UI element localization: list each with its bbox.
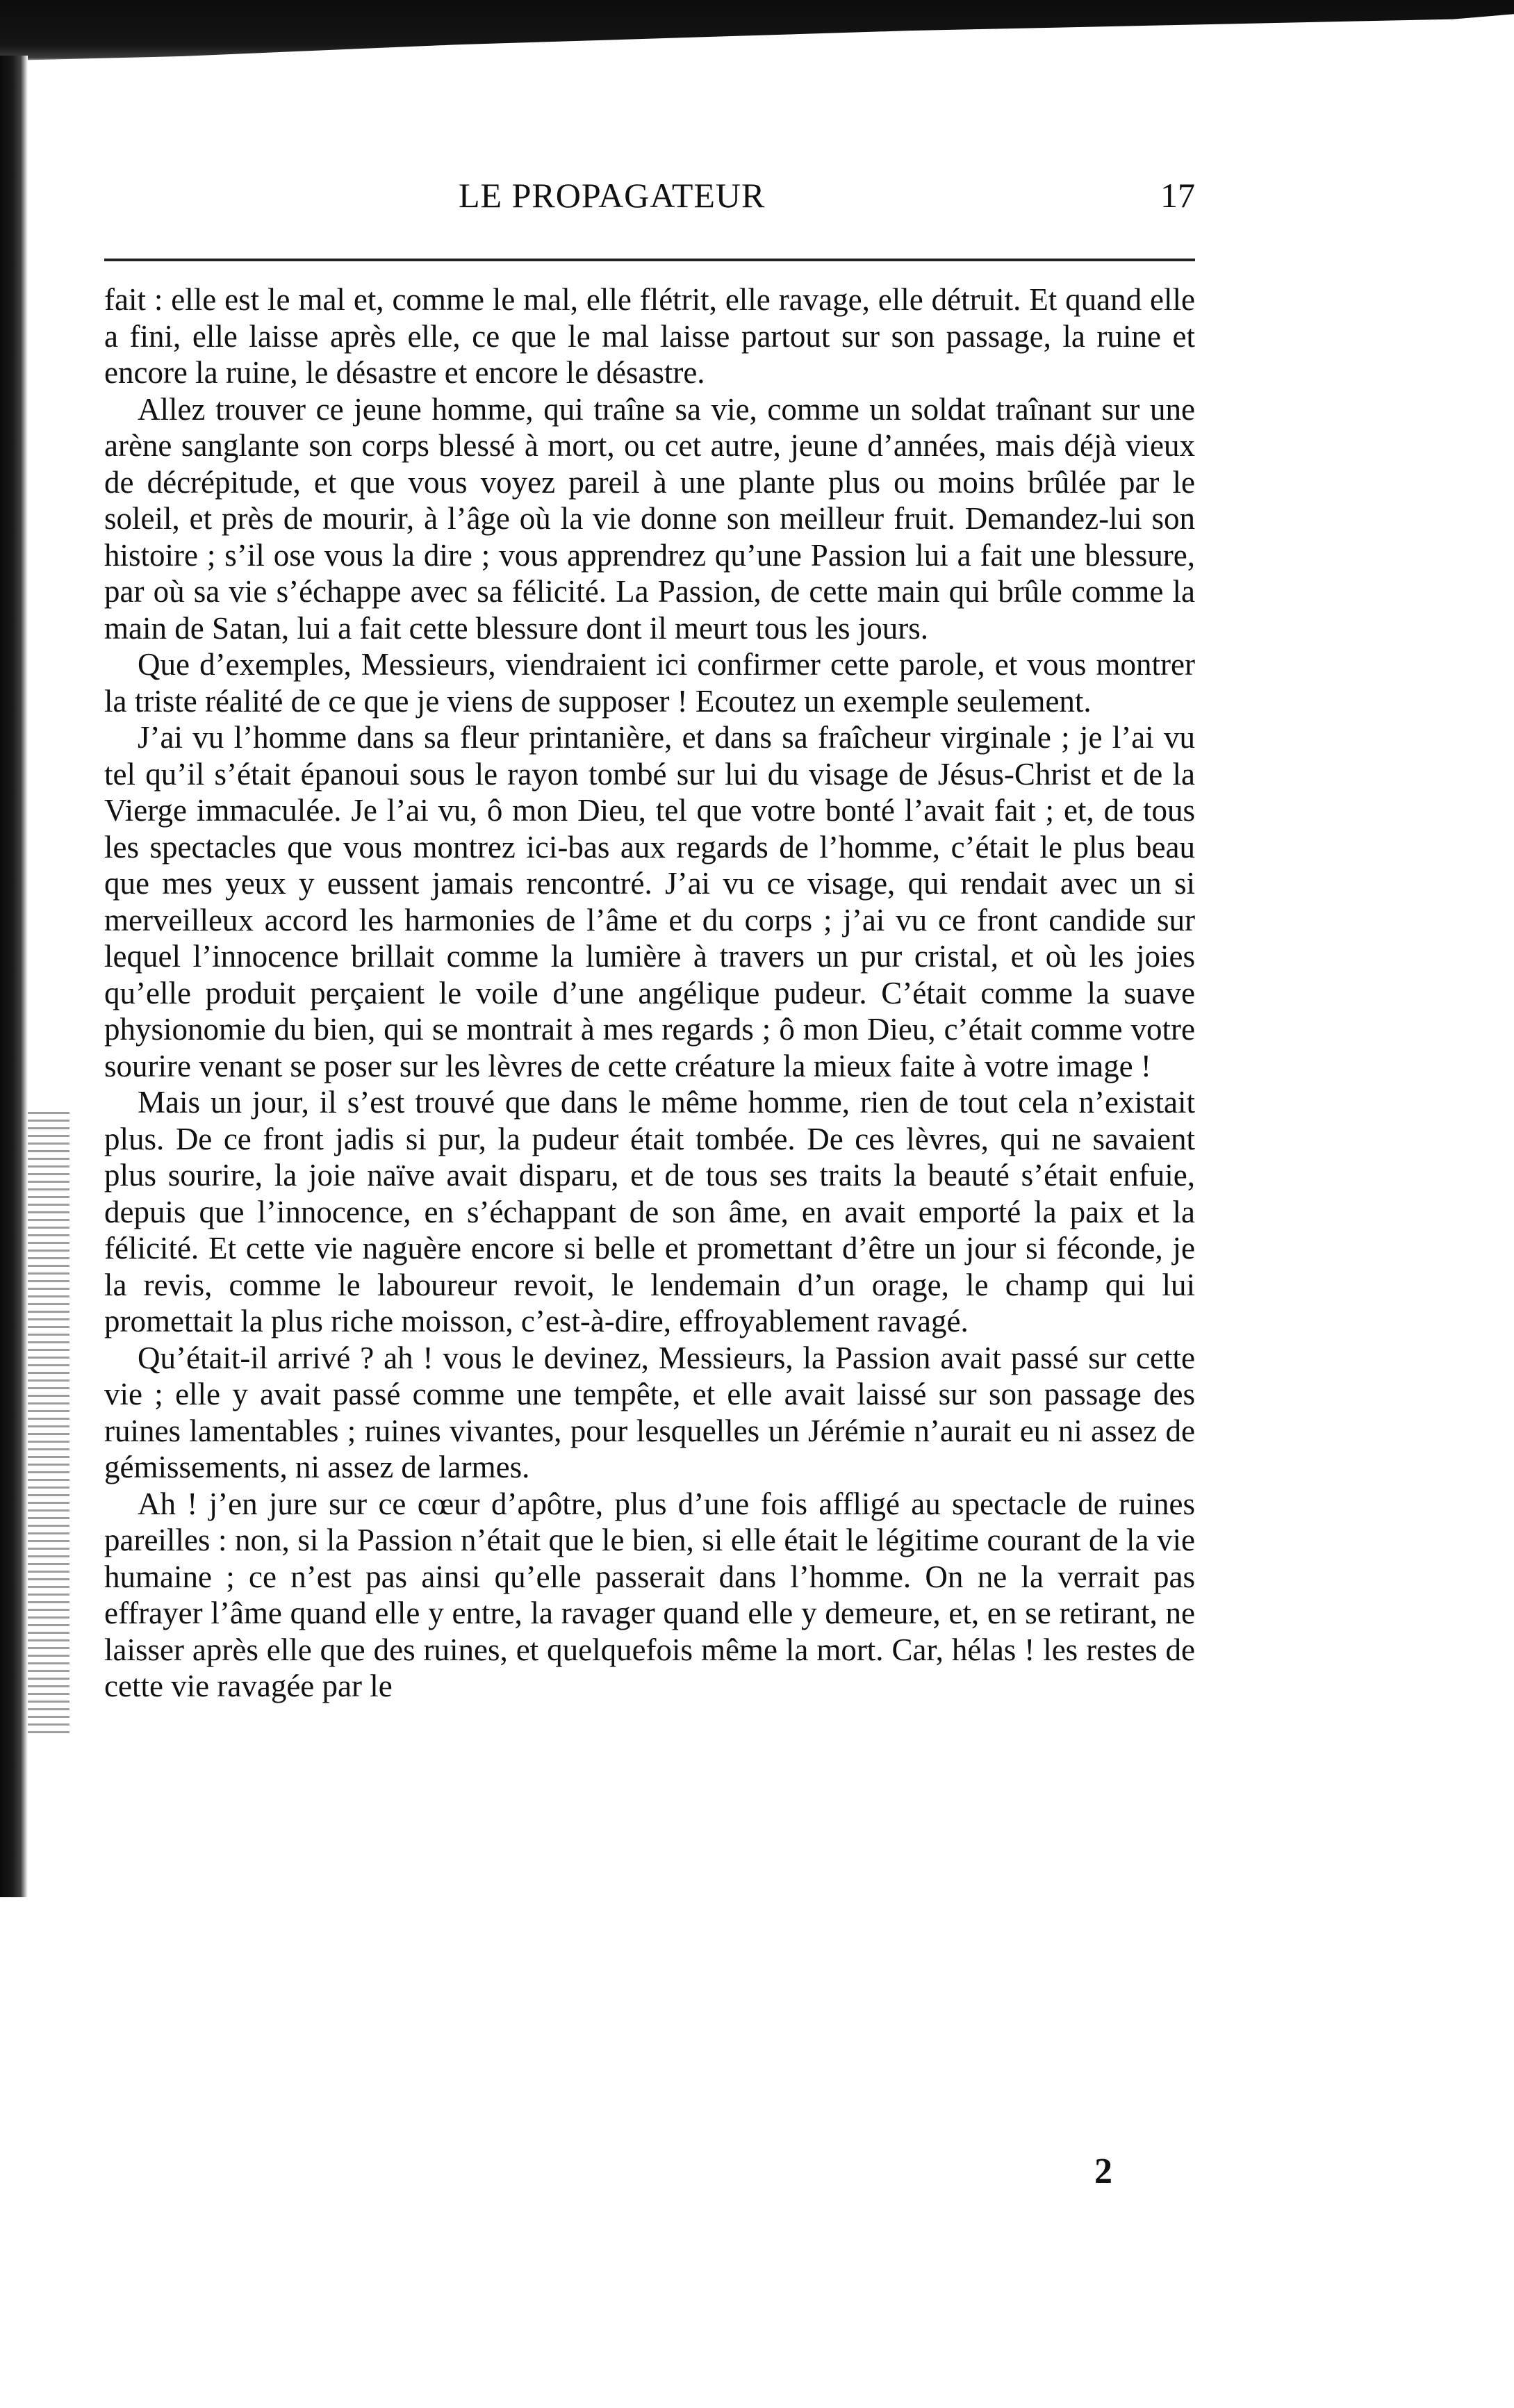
paragraph-4: J’ai vu l’homme dans sa fleur printanière, et dans sa fraîcheur virginale ; je l’ai vu tel qu’il s’était épanoui sous le rayon tombé sur lui du visage de Jésus-Christ et de la Vierge immaculée. Je l’ai vu, ô mon Dieu, tel que votre bonté l’avait fait ; et, de tous les spectacles que vous montrez ici-bas aux regards de l’homme, c’était le plus beau que mes yeux y eussent jamais rencontré. J’ai vu ce visage, qui rendait avec un si merveilleux accord les harmonies de l’âme et du corps ; j’ai vu ce front candide sur lequel l’innocence brillait comme la lumière à travers un pur cristal, et où les joies qu’elle produit perçaient le voile d’une angélique pudeur. C’était comme la suave physionomie du bien, qui se montrait à mes regards ; ô mon Dieu, c’était comme votre sourire venant se poser sur les lèvres de cette créature la mieux faite à votre image ! xyxy=(104,720,1195,1083)
scan-binding-marks xyxy=(28,1112,69,1737)
body-text xyxy=(104,281,1195,1705)
paragraph-3: Que d’exemples, Messieurs, viendraient ici confirmer cette parole, et vous montrer la triste réalité de ce que je viens de supposer ! Ecoutez un exemple seulement. xyxy=(104,647,1195,719)
scan-border-left xyxy=(0,56,28,1897)
header-rule xyxy=(104,259,1195,261)
paragraph-7: Ah ! j’en jure sur ce cœur d’apôtre, plus d’une fois affligé au spectacle de ruines pareilles : non, si la Passion n’était que le bien, si elle était le légitime courant de la vie humaine ; ce n’est pas ainsi qu’elle passerait dans l’homme. On ne la verrait pas effrayer l’âme quand elle y entre, la ravager quand elle y demeure, et, en se retirant, ne laisser après elle que des ruines, et quelquefois même la mort. Car, hélas ! les restes de cette vie ravagée par le xyxy=(104,1486,1195,1703)
paragraph-5: Mais un jour, il s’est trouvé que dans le même homme, rien de tout cela n’existait plus. De ce front jadis si pur, la pudeur était tombée. De ces lèvres, qui ne savaient plus sourire, la joie naïve avait disparu, et de tous ses traits la beauté s’était enfuie, depuis que l’innocence, en s’échappant de son âme, en avait emporté la paix et la félicité. Et cette vie naguère encore si belle et promettant d’être un jour si féconde, je la revis, comme le laboureur revoit, le lendemain d’un orage, le champ qui lui promettait la plus riche moisson, c’est-à-dire, effroyablement ravagé. xyxy=(104,1085,1195,1338)
paragraph-1: fait : elle est le mal et, comme le mal, elle flétrit, elle ravage, elle détruit. Et quand elle a fini, elle laisse après elle, ce que le mal laisse partout sur son passage, la ruine et encore la ruine, le désastre et encore le désastre. xyxy=(104,282,1195,390)
page-number: 17 xyxy=(1160,176,1195,215)
paragraph-2: Allez trouver ce jeune homme, qui traîne sa vie, comme un soldat traînant sur une arène sanglante son corps blessé à mort, ou cet autre, jeune d’années, mais déjà vieux de décrépitude, et que vous voyez pareil à une plante plus ou moins brûlée par le soleil, et près de mourir, à l’âge où la vie donne son meilleur fruit. Demandez-lui son histoire ; s’il ose vous la dire ; vous apprendrez qu’une Passion lui a fait une blessure, par où sa vie s’échappe avec sa félicité. La Passion, de cette main qui brûle comme la main de Satan, lui a fait cette blessure dont il meurt tous les jours. xyxy=(104,391,1195,646)
signature-mark: 2 xyxy=(1094,2152,1112,2191)
running-title: LE PROPAGATEUR xyxy=(459,176,766,215)
scan-border-top xyxy=(0,0,1514,64)
paragraph-6: Qu’était-il arrivé ? ah ! vous le devinez, Messieurs, la Passion avait passé sur cette vie ; elle y avait passé comme une tempête, et elle avait laissé sur son passage des ruines lamentables ; ruines vivantes, pour lesquelles un Jérémie n’aurait eu ni assez de gémissements, ni assez de larmes. xyxy=(104,1340,1195,1484)
running-head xyxy=(104,175,1195,224)
